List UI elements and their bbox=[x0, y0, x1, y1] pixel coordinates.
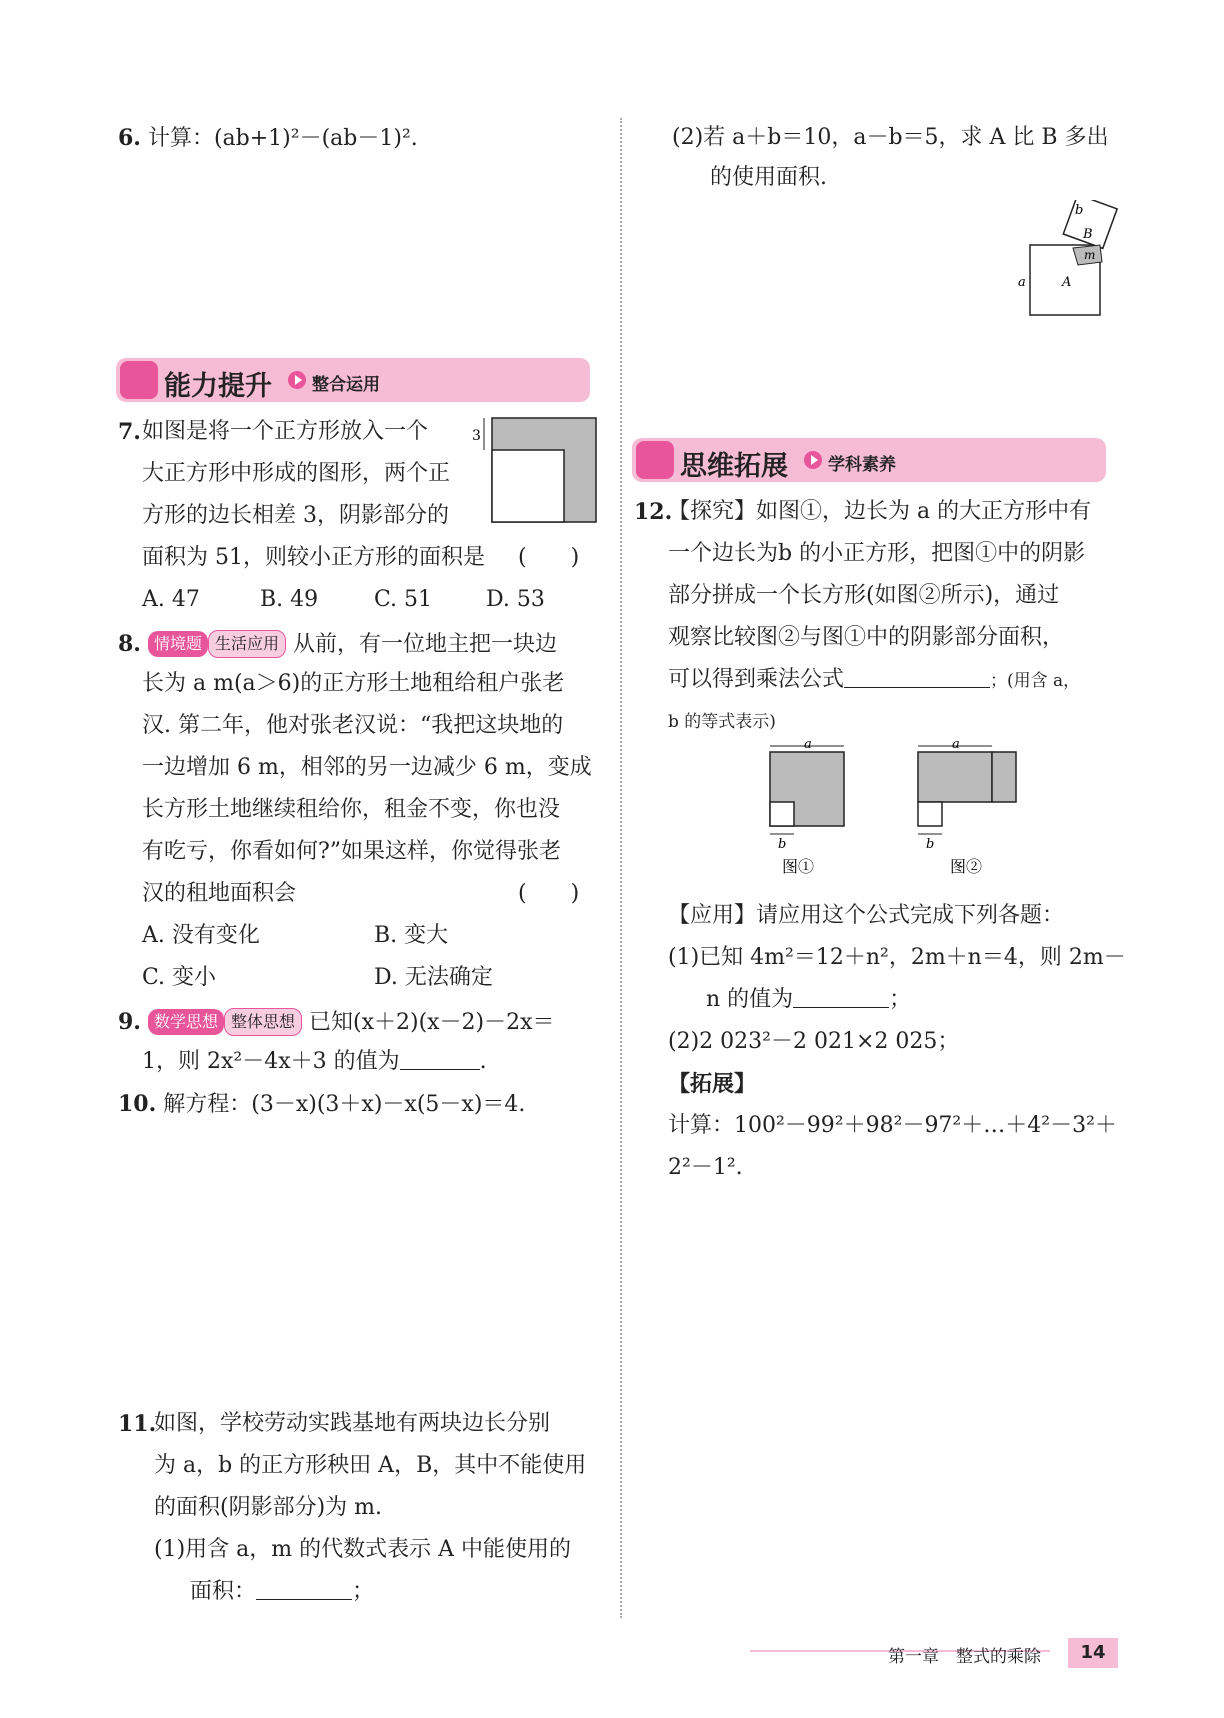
q8-first-line bbox=[118, 630, 557, 658]
q8-line1: 从前，有一位地主把一块边 bbox=[293, 632, 558, 657]
formula-blank[interactable] bbox=[844, 669, 990, 688]
q12-apply-1a: (1)已知 4m²＝12＋n²，2m＋n＝4，则 2m－ bbox=[668, 945, 1126, 970]
tag-math-thinking: 数学思想 bbox=[148, 1009, 224, 1035]
label-b: b bbox=[778, 837, 787, 852]
tag-holistic: 整体思想 bbox=[224, 1008, 302, 1036]
tag-scenario: 情境题 bbox=[148, 631, 208, 657]
q12-extend-line2: 2²－1². bbox=[668, 1155, 743, 1180]
figure-2 bbox=[918, 740, 1016, 876]
q7-line2: 大正方形中形成的图形，两个正 bbox=[142, 461, 451, 486]
q9-first-line bbox=[118, 1008, 555, 1036]
q12-line2: 一个边长为b 的小正方形，把图①中的阴影 bbox=[668, 541, 1086, 566]
q7-line1: 如图是将一个正方形放入一个 bbox=[142, 419, 429, 444]
label-A: A bbox=[1062, 275, 1072, 290]
q7-option-d: D. 53 bbox=[486, 587, 545, 612]
q11-line2: 为 a，b 的正方形秧田 A，B，其中不能使用 bbox=[154, 1453, 587, 1478]
q7-option-b: B. 49 bbox=[260, 587, 319, 612]
answer-paren: ( ) bbox=[518, 545, 580, 570]
question-10 bbox=[118, 1092, 525, 1117]
q12-number: 12. bbox=[634, 499, 673, 525]
rect-part-2 bbox=[992, 752, 1016, 802]
label-B: B bbox=[1083, 227, 1093, 242]
q11-part1-label: 面积： bbox=[190, 1579, 257, 1604]
q8-number: 8. bbox=[118, 631, 141, 657]
q10-number: 10. bbox=[118, 1091, 157, 1117]
section-header-thinking bbox=[632, 438, 1106, 482]
play-icon bbox=[288, 371, 306, 389]
tag-life: 生活应用 bbox=[208, 630, 286, 658]
diamond-icon bbox=[636, 441, 674, 479]
q8-line5: 长方形土地继续租给你，租金不变，你也没 bbox=[142, 797, 561, 822]
q11-part2-line2: 的使用面积. bbox=[710, 165, 827, 190]
q12-apply: 【应用】请应用这个公式完成下列各题： bbox=[668, 903, 1065, 928]
q11-part1-line2 bbox=[190, 1580, 374, 1604]
q12-extend-line1: 计算：100²－99²＋98²－97²＋…＋4²－3²＋ bbox=[668, 1113, 1117, 1138]
section-title: 思维拓展 bbox=[680, 451, 788, 482]
q8-option-a: A. 没有变化 bbox=[142, 923, 260, 948]
q8-option-b: B. 变大 bbox=[374, 923, 449, 948]
section-subtitle: 学科素养 bbox=[828, 455, 896, 475]
q12-figures bbox=[760, 740, 1060, 880]
q11-part1-end: ； bbox=[352, 1579, 375, 1604]
question-6 bbox=[118, 126, 418, 151]
figure-1-caption: 图① bbox=[782, 857, 815, 876]
q12-line3: 部分拼成一个长方形(如图②所示)，通过 bbox=[668, 583, 1060, 608]
q7-line3: 方形的边长相差 3，阴影部分的 bbox=[142, 503, 449, 528]
q8-line2: 长为 a m(a＞6)的正方形土地租给租户张老 bbox=[142, 671, 565, 696]
q12-line6: b 的等式表示) bbox=[668, 712, 776, 732]
figure-2-caption: 图② bbox=[950, 857, 983, 876]
formula-suffix: ；(用含 a， bbox=[990, 671, 1081, 691]
q9-line2-text: 1，则 2x²－4x＋3 的值为 bbox=[142, 1049, 400, 1074]
q8-line3: 汉. 第二年，他对张老汉说：“我把这块地的 bbox=[142, 713, 564, 738]
answer-blank[interactable] bbox=[400, 1051, 480, 1070]
q12-apply-1b bbox=[706, 988, 911, 1012]
q7-option-a: A. 47 bbox=[142, 587, 200, 612]
figure-1 bbox=[770, 740, 844, 876]
q11-number: 11. bbox=[118, 1411, 157, 1437]
q12-line4: 观察比较图②与图①中的阴影部分面积， bbox=[668, 625, 1065, 650]
q8-line6: 有吃亏，你看如何?”如果这样，你觉得张老 bbox=[142, 839, 562, 864]
q7-figure bbox=[470, 414, 600, 526]
q9-line1: 已知(x＋2)(x－2)－2x＝ bbox=[309, 1010, 555, 1035]
label-b: b bbox=[926, 837, 935, 852]
q7-line4: 面积为 51，则较小正方形的面积是 bbox=[142, 545, 485, 570]
dimension-label: 3 bbox=[472, 428, 481, 444]
label-b: b bbox=[1075, 203, 1084, 218]
q12-apply-2: (2)2 023²－2 021×2 025； bbox=[668, 1029, 960, 1054]
apply-1-label: n 的值为 bbox=[706, 987, 794, 1012]
small-square bbox=[918, 802, 942, 826]
q8-line7: 汉的租地面积会 bbox=[142, 881, 297, 906]
label-a: a bbox=[1018, 275, 1026, 290]
q7-option-c: C. 51 bbox=[374, 587, 433, 612]
q9-number: 9. bbox=[118, 1009, 141, 1035]
q8-line4: 一边增加 6 m，相邻的另一边减少 6 m，变成 bbox=[142, 755, 592, 780]
question-number: 6. bbox=[118, 125, 141, 151]
q11-line3: 的面积(阴影部分)为 m. bbox=[154, 1495, 383, 1520]
footer-chapter: 第一章 整式的乘除 bbox=[888, 1647, 1041, 1667]
small-square bbox=[492, 450, 564, 522]
page-number: 14 bbox=[1068, 1638, 1118, 1668]
section-subtitle: 整合运用 bbox=[312, 375, 380, 395]
label-a: a bbox=[952, 740, 960, 752]
q12-line5 bbox=[668, 668, 1080, 693]
q8-option-c: C. 变小 bbox=[142, 965, 217, 990]
q8-option-d: D. 无法确定 bbox=[374, 965, 493, 990]
answer-blank[interactable] bbox=[256, 1581, 352, 1600]
answer-blank[interactable] bbox=[793, 989, 889, 1008]
q12-extend: 【拓展】 bbox=[668, 1071, 757, 1097]
q11-part1-line1: (1)用含 a，m 的代数式表示 A 中能使用的 bbox=[154, 1537, 572, 1562]
section-header-ability bbox=[116, 358, 590, 402]
rocket-icon bbox=[120, 361, 158, 399]
rect-part-1 bbox=[918, 752, 992, 802]
question-text: 计算：(ab+1)²－(ab－1)². bbox=[147, 126, 418, 151]
q10-text: 解方程：(3－x)(3＋x)－x(5－x)＝4. bbox=[163, 1092, 526, 1117]
small-square bbox=[770, 802, 794, 826]
answer-paren: ( ) bbox=[518, 881, 580, 906]
q11-figure bbox=[1010, 200, 1140, 325]
q9-end: . bbox=[479, 1049, 487, 1074]
q7-number: 7. bbox=[118, 419, 141, 445]
q12-line1: 【探究】如图①，边长为 a 的大正方形中有 bbox=[668, 499, 1092, 524]
label-a: a bbox=[804, 740, 812, 752]
section-title: 能力提升 bbox=[164, 371, 272, 402]
q11-part2-line1: (2)若 a＋b＝10，a－b＝5，求 A 比 B 多出 bbox=[672, 125, 1109, 150]
play-icon bbox=[804, 451, 822, 469]
formula-prefix: 可以得到乘法公式 bbox=[668, 667, 845, 692]
q11-line1: 如图，学校劳动实践基地有两块边长分别 bbox=[154, 1411, 551, 1436]
label-m: m bbox=[1084, 248, 1096, 262]
column-divider bbox=[620, 118, 622, 1618]
q9-line2 bbox=[142, 1050, 487, 1074]
apply-1-end: ； bbox=[889, 987, 912, 1012]
